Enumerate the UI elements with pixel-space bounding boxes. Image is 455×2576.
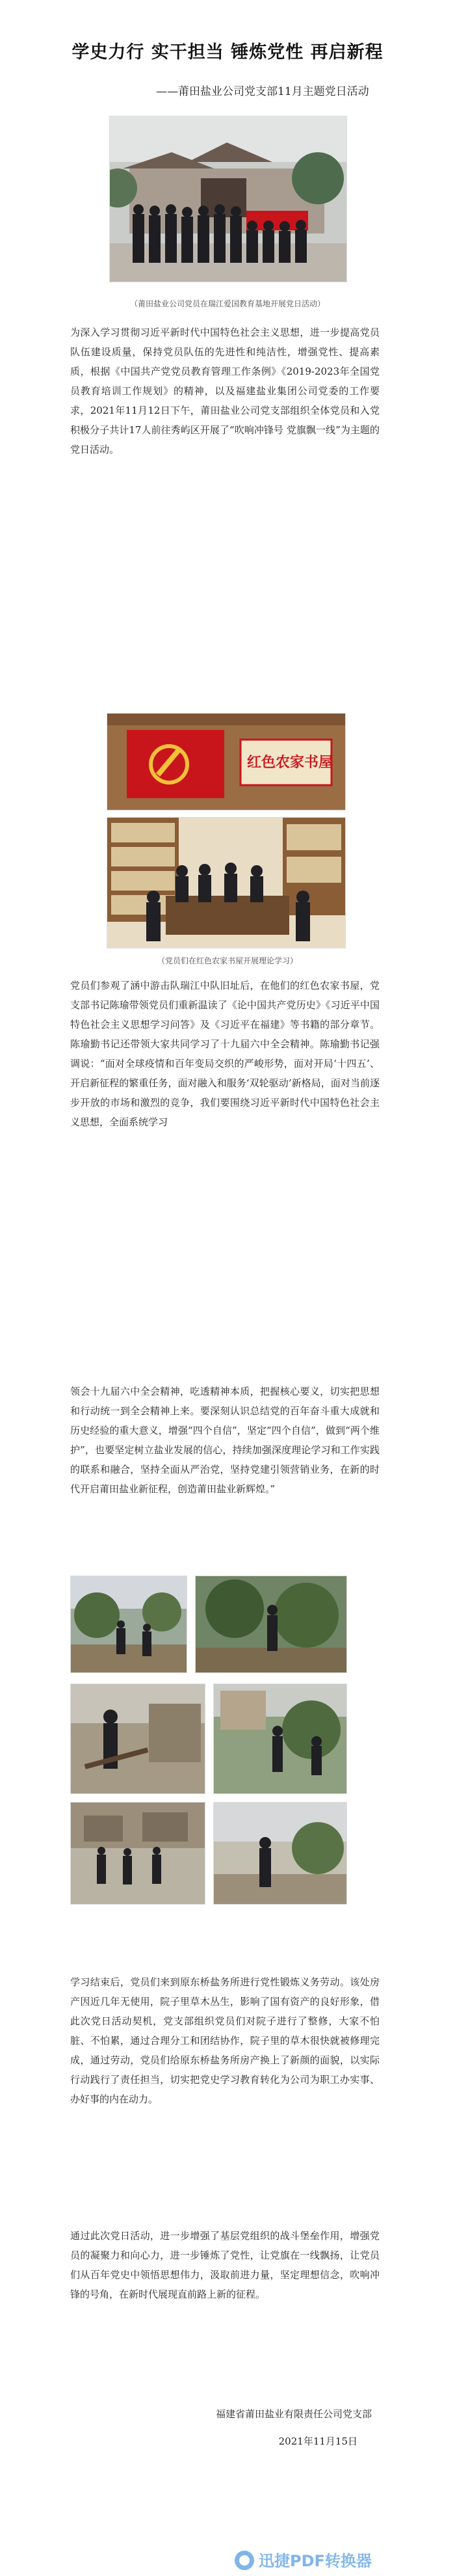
photo-labor-2 (195, 1576, 347, 1673)
photo-labor-6 (213, 1802, 347, 1905)
paragraph-study-continued: 领会十九届六中全会精神，吃透精神本质，把握核心要义，切实把思想和行动统一到全会精神上来。要深刻认识总结党的百年奋斗重大成就和历史经验的重大意义，增强“四个自信”，坚定“四个自信”，做到“两个维护”，也要坚定树立盐业发展的信心，持续加强深度理论学习和工作实践的联系和融合，坚持全面从严治党，坚持党建引领营销业务，在新的时代开启莆田盐业新征程，创造莆田盐业新辉煌。” (70, 1386, 380, 1495)
flag-banner-illustration (107, 714, 345, 810)
photo-reading-room (107, 817, 346, 948)
photo2-caption: （党员们在红色农家书屋开展理论学习） (157, 956, 298, 965)
labor-illustration-1 (71, 1576, 187, 1672)
bookhouse-banner-text: 红色农家书屋 (247, 754, 333, 771)
signature-org: 福建省莆田盐业有限责任公司党支部 (215, 2408, 372, 2420)
labor-illustration-2 (196, 1576, 346, 1672)
signature-date: 2021年11月15日 (278, 2435, 358, 2447)
page-subtitle: ——莆田盐业公司党支部11月主题党日活动 (156, 85, 369, 98)
watermark-text: 迅捷PDF转换器 (259, 2552, 372, 2570)
paragraph-intro: 为深入学习贯彻习近平新时代中国特色社会主义思想，进一步提高党员队伍建设质量，保持党员队伍的先进性和纯洁性，增强党性、提高素质，根据《中国共产党党员教育管理工作条例》《2019-2023年全国党员教育培训工作规划》的精神，以及福建盐业集团公司党委的工作要求，2021年11月12日下午，莆田盐业公司党支部组织全体党员和入党积极分子共计17人前往秀屿区开展了“吹响冲锋号 党旗飘一线”为主题的党日活动。 (70, 327, 380, 455)
photo-group-at-memorial (109, 116, 347, 282)
watermark-logo (233, 2549, 454, 2572)
labor-illustration-6 (214, 1803, 346, 1904)
paragraph-study: 党员们参观了涵中游击队瑞江中队旧址后，在他们的红色农家书屋，党支部书记陈瑜带领党员们重新温读了《论中国共产党历史》《习近平中国特色社会主义思想学习问答》及《习近平在福建》等书籍的部分章节。陈瑜勤书记还带领大家共同学习了十九届六中全会精神。陈瑜勤书记强调说：“面对全球疫情和百年变局交织的严峻形势，面对开局‘十四五’、开启新征程的繁重任务，面对融入和服务‘双轮驱动’新格局，面对当前逐步开放的市场和激烈的竞争，我们要围绕习近平新时代中国特色社会主义思想，全面系统学习 (70, 980, 380, 1128)
group-photo-illustration (110, 116, 346, 282)
photo-labor-3 (70, 1684, 205, 1794)
photo-party-flag-bookhouse (107, 713, 346, 811)
paragraph-labor: 学习结束后，党员们来到原东桥盐务所进行党性锻炼义务劳动。该处房产因近几年无使用，院子里草木丛生，影响了国有资产的良好形象，借此次党日活动契机，党支部组织党员们对院子进行了整修，大家不怕脏、不怕累，通过合理分工和团结协作，院子里的草木很快就被修理完成，通过劳动，党员们给原东桥盐务所房产换上了新颜的面貌，以实际行动践行了责任担当，切实把党史学习教育转化为公司为职工办实事、办好事的内在动力。 (70, 1976, 380, 2105)
labor-illustration-3 (71, 1684, 205, 1793)
photo-labor-5 (70, 1802, 205, 1905)
labor-illustration-5 (71, 1803, 205, 1904)
paragraph-conclusion: 通过此次党日活动，进一步增强了基层党组织的战斗堡垒作用，增强党员的凝聚力和向心力，进一步锤炼了党性，让党旗在一线飘扬，让党员们从百年党史中领悟思想伟力，汲取前进力量，坚定理想信念，吹响冲锋的号角，在新时代展现直前路上新的征程。 (70, 2230, 380, 2300)
labor-illustration-4 (214, 1684, 346, 1793)
watermark-icon (233, 2549, 454, 2572)
page-title: 学史力行 实干担当 锤炼党性 再启新程 (72, 42, 384, 62)
photo-labor-1 (70, 1576, 187, 1673)
photo1-caption: （莆田盐业公司党员在瑞江爱国教育基地开展党日活动） (129, 299, 325, 308)
photo-labor-4 (213, 1684, 347, 1794)
reading-room-illustration (107, 818, 345, 948)
